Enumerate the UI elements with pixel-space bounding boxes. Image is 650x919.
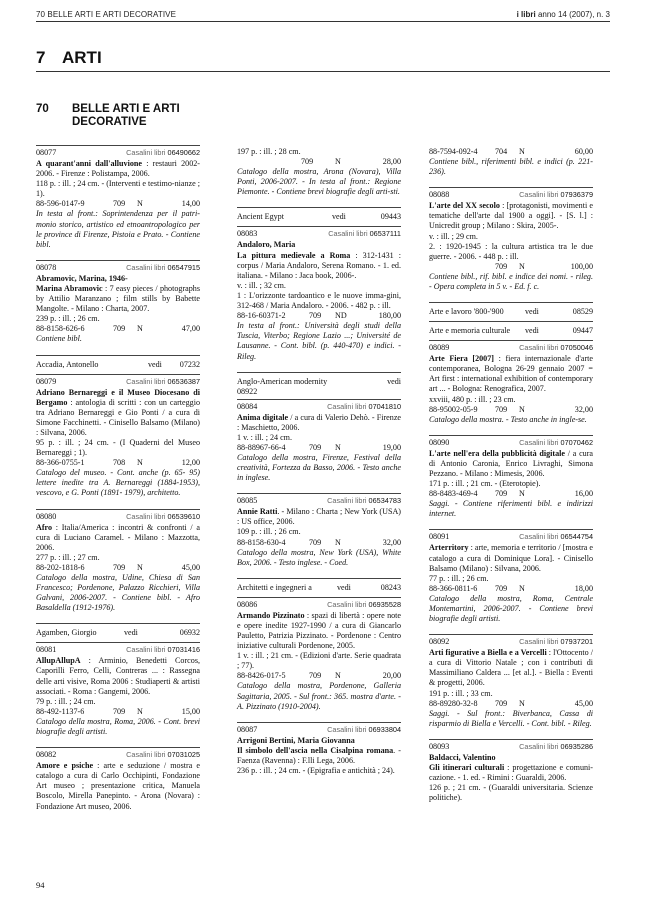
entry-08077: 08077 Casalini libri 06490662 A quarant'anni dall'alluvione : restauri 2002-2006. - Firenze : Polistampa, 2006. 118 p. : ill. ; 24 cm. - (Interventi e testimo-nianze ; 1). 88-596-0147-9 709 N 14,00 In testa al front.: Soprintendenza per il patri-monio storico, artistico ed etnoantropologico per le province di Firenze, Pistoia e Prato. - Contiene bibl. <box>36 145 200 250</box>
page-number: 94 <box>36 880 45 890</box>
entry-08085: 08085 Casalini libri 06534783 Annie Ratti. - Milano : Charta ; New York (USA) : US office, 2006. 109 p. : ill. ; 26 cm. 88-8158-630-4 709 N 32,00 Catalogo della mostra, New York (USA), White Box, 2006. - Testo inglese. - Coed. <box>237 493 401 568</box>
see-reference: Accadia, Antonello vedi 07232 <box>36 355 200 374</box>
entry-08079: 08079 Casalini libri 06536387 Adriano Bernareggi e il Museo Diocesano di Bergamo : antologia di scritti : con un carteggio tra Adriano Bernareggi e Gio Ponti / a cura di Simone Facchinetti. - Cinisello Balsamo (Milano) : Silvana, 2006. 95 p. : ill. ; 24 cm. - (I Quaderni del Museo Bernareggi ; 1). 88-366-0755-1 708 N 12,00 Catalogo del museo. - Cont. anche (p. 65- 95) lettere inedite tra A. Bernareggi (1884-1953), vescovo, e G. Ponti (1891- 1979), architetto. <box>36 374 200 499</box>
entry-08084: 08084 Casalini libri 07041810 Anima digitale / a cura di Valerio Dehò. - Firenze : Maschietto, 2006. 1 v. : ill. ; 24 cm. 88-88967-66-4 709 N 19,00 Catalogo della mostra, Firenze, Festival della creatività, Fortezza da Basso, 2006. - Testo anche in inglese. <box>237 399 401 484</box>
entry-08090: 08090 Casalini libri 07070462 L'arte nell'era della pubblicità digitale / a cura di Antonio Caronia, Enrico Livraghi, Simona Pezzano. - Milano : Mimesis, 2006. 171 p. : ill. ; 21 cm. - (Eterotopie). 88-8483-469-4 709 N 16,00 Saggi. - Contiene riferimenti bibl. e indirizzi internet. <box>429 435 593 520</box>
entry-08093: 08093 Casalini libri 06935286 Baldacci, Valentino Gli itinerari culturali : progettazione e comuni-cazione. - 1. ed. - Rimini : Guaraldi, 2006. 126 p. ; 21 cm. - (Guaraldi universitaria. Scienze politiche). <box>429 739 593 803</box>
see-reference: Agamben, Giorgio vedi 06932 <box>36 623 200 642</box>
header-rule <box>36 21 610 22</box>
entry-08082-continued: 197 p. : ill. ; 28 cm. 709 N 28,00 Catalogo della mostra, Arona (Novara), Villa Ponti, 2006-2007. - In testa al front.: Regione Piemonte. - Contiene brevi biografie degli arti-sti. <box>237 147 401 197</box>
entry-08092: 08092 Casalini libri 07937201 Arti figurative a Biella e a Vercelli : l'Ottocento / a cura di Vittorio Natale ; con i contributi di Massimiliano Caldera ... [et al.]. - Biella : Eventi & progetti, 2006. 191 p. : ill. ; 33 cm. 88-89280-32-8 709 N 45,00 Saggi. - Sul front.: Biverbanca, Cassa di risparmio di Biella e Vercelli. - Cont. bibl. - Rileg. <box>429 634 593 729</box>
running-header-journal: i libri anno 14 (2007), n. 3 <box>516 10 610 19</box>
column-1 <box>36 145 200 812</box>
entry-08089: 08089 Casalini libri 07050046 Arte Fiera [2007] : fiera internazionale d'arte contemporanea, Bologna 26-29 gennaio 2007 = Art first : international exhibition of contemporary art ... - Bologna: Renografica, 2007. xxviii, 480 p. : ill. ; 23 cm. 88-95002-05-9 709 N 32,00 Catalogo della mostra. - Testo anche in ingle-se. <box>429 340 593 425</box>
running-header-section: 70 BELLE ARTI E ARTI DECORATIVE <box>36 10 177 19</box>
entry-08088: 08088 Casalini libri 07936379 L'arte del XX secolo : [protagonisti, movimenti e tematiche dell'arte dal 1900 a oggi]. - [S. l.] : Unicredit group ; Milano : Skira, 2005-. v. : ill. ; 29 cm. 2. : 1920-1945 : la cultura artistica tra le due guerre. - 2006. - 448 p. : ill. 709 N 100,00 Contiene bibl., rif. bibl. e indice dei nomi. - rileg. - Opera completa in 5 v. - Ed. f. c. <box>429 187 593 292</box>
entry-08082: 08082 Casalini libri 07031025 Amore e psiche : arte e seduzione / mostra e catalogo a cura di Carlo Occhipinti, Fondazione Art museo ; presentazione critica, Manuela Boscolo, Mirella Panepinto. - Arona (Novara) : Fondazione Art museo, 2006. <box>36 747 200 811</box>
entry-08091: 08091 Casalini libri 06544754 Arterritory : arte, memoria e territorio / [mostra e catalogo a cura di Dominique Lora]. - Cinisello Balsamo (Milano) : Silvana, 2006. 77 p. : ill. ; 26 cm. 88-366-0811-6 709 N 18,00 Catalogo della mostra, Roma, Centrale Montemartini, 2006-2007. - Contiene brevi biografie degli artisti. <box>429 529 593 624</box>
column-3 <box>429 147 593 803</box>
chapter-title: 7 ARTI <box>36 48 102 67</box>
entry-08087-continued: 88-7594-092-4 704 N 60,00 Contiene bibl., riferimenti bibl. e indici (p. 221-236). <box>429 147 593 177</box>
section-title: 70 BELLE ARTI E ARTI DECORATIVE <box>36 103 180 128</box>
see-reference: Anglo-American modernity vedi 08922 <box>237 372 401 399</box>
entry-08087: 08087 Casalini libri 06933804 Arrigoni Bertini, Maria Giovanna Il simbolo dell'ascia nella Cisalpina romana. - Faenza (Ravenna) : F.lli Lega, 2006. 236 p. : ill. ; 24 cm. - (Epigrafia e antichità ; 24). <box>237 722 401 776</box>
entry-08078: 08078 Casalini libri 06547915 Abramovic, Marina, 1946- Marina Abramovic : 7 easy pieces / photographs by Attilio Maranzano ; film stills by Babette Mangolte. - Milano : Charta, 2007. 239 p. : ill. ; 26 cm. 88-8158-626-6 709 N 47,00 Contiene bibl. <box>36 260 200 345</box>
see-reference: Architetti e ingegneri a vedi 08243 <box>237 578 401 597</box>
entry-08081: 08081 Casalini libri 07031416 AllupAllupA : Arminio, Benedetti Corcos, Caporilli Ferro, Celli, Contreras ... : Rassegna delle arti visive, Roma 2006 : Studiaperti & artisti associati. - Roma : Gangemi, 2006. 79 p. : ill. ; 24 cm. 88-492-1137-6 709 N 15,00 Catalogo della mostra, Roma, 2006. - Cont. brevi biografie degli artisti. <box>36 642 200 737</box>
entry-08083: 08083 Casalini libri 06537111 Andaloro, Maria La pittura medievale a Roma : 312-1431 : corpus / Maria Andaloro, Serena Romano. - 1. ed. italiana. - Milano : Jaca book, 2006-. v. : ill. ; 32 cm. 1 : L'orizzonte tardoantico e le nuove imma-gini, 312-468 / Maria Andaloro. - 2006. - 482 p. : ill. 88-16-60371-2 709 ND 180,00 In testa al front.: Università degli studi della Tuscia, Viterbo; Regione Lazio ...; Université de Lausanne. - Cont. bibl. (p. 440-470) e indici. - Rileg. <box>237 226 401 361</box>
entry-08086: 08086 Casalini libri 06935528 Armando Pizzinato : spazi di libertà : opere note e opere inedite 1927-1990 / a cura di Giancarlo Pauletto, Patrizia Pizzinato. - Pordenone : Centro iniziative culturali Pordenone, 2005. 1 v. : ill. ; 21 cm. - (Edizioni d'arte. Serie quadrata ; 77). 88-8426-017-5 709 N 20,00 Catalogo della mostra, Pordenone, Galleria Sagittaria, 2005. - Sul front.: 365. mostra d'arte. - A. Pizzinato (1910-2004). <box>237 597 401 712</box>
see-reference: Arte e lavoro '800-'900 vedi 08529 <box>429 302 593 321</box>
column-2 <box>237 147 401 776</box>
see-reference: Arte e memoria culturale vedi 09447 <box>429 321 593 340</box>
see-reference: Ancient Egypt vedi 09443 <box>237 207 401 226</box>
chapter-rule <box>36 71 610 72</box>
running-header <box>36 8 610 22</box>
entry-08080: 08080 Casalini libri 06539610 Afro : Italia/America : incontri & confronti / a cura di Luciano Caramel. - Milano : Mazzotta, 2006. 277 p. : ill. ; 27 cm. 88-202-1818-6 709 N 45,00 Catalogo della mostra, Udine, Chiesa di San Francesco; Pordenone, Palazzo Ricchieri, Villa Galvani, 2006-2007. - Contiene bibl. - Afro Basaldella (1912-1976). <box>36 509 200 614</box>
